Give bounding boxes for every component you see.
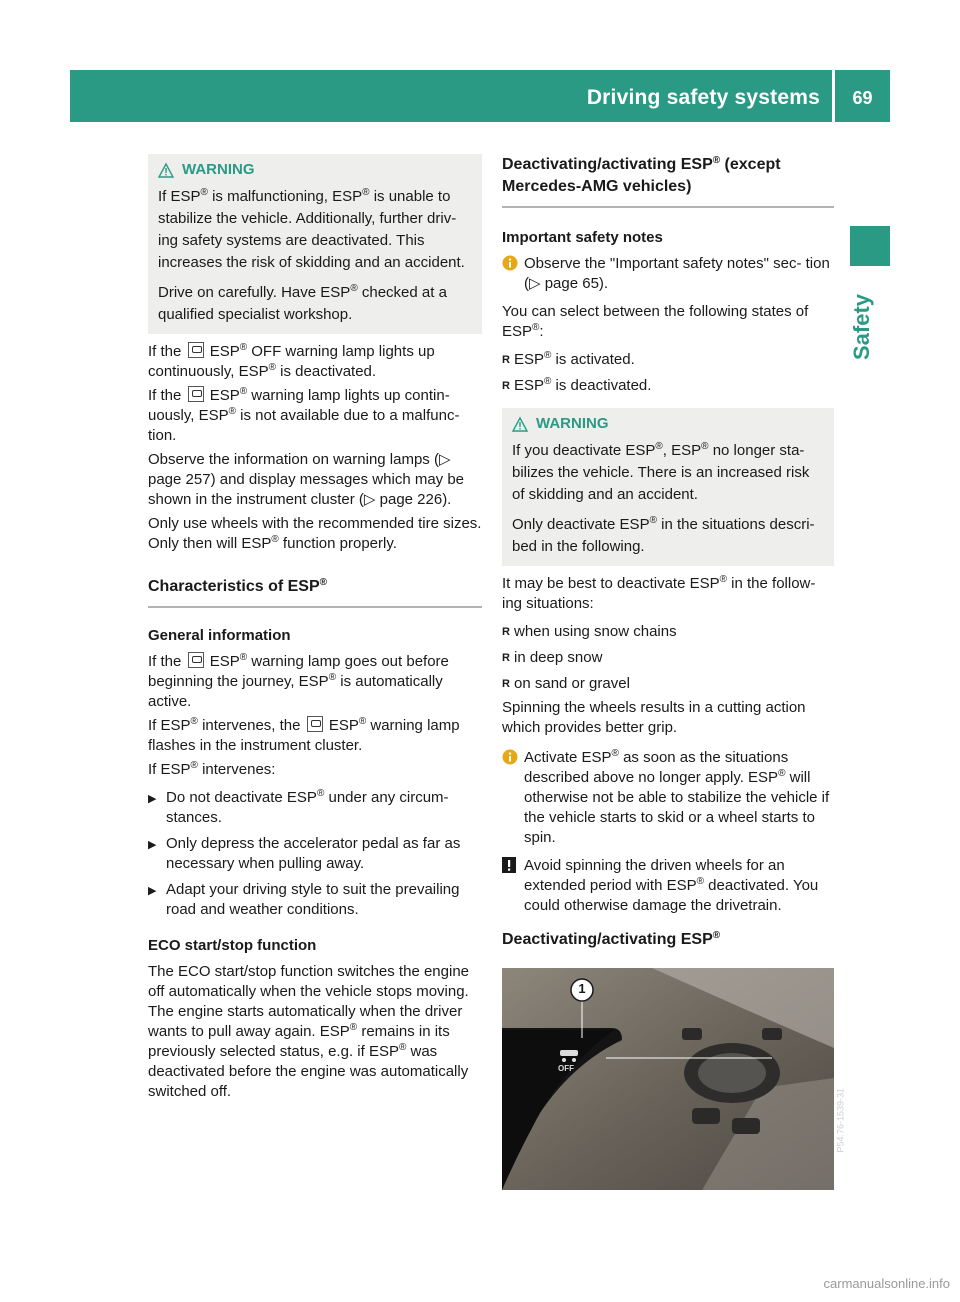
esp-off-lamp-icon bbox=[188, 342, 204, 358]
center-console-illustration bbox=[502, 968, 834, 1190]
bullet-icon: R bbox=[502, 380, 510, 392]
paragraph: Spinning the wheels results in a cutting action which provides better grip. bbox=[502, 699, 806, 736]
warning-triangle-icon bbox=[158, 163, 174, 178]
chapter-title: Driving safety systems bbox=[586, 86, 820, 109]
side-tab-label: Safety bbox=[849, 293, 874, 360]
header-bar bbox=[70, 70, 890, 122]
paragraph: If the ESP® OFF warning lamp lights up continuously, ESP® is deactivated. bbox=[148, 342, 435, 380]
warning-text: If you deactivate ESP®, ESP® no longer sta- bilizes the vehicle. There is an increased risk of skidding and an accident. bbox=[512, 441, 810, 503]
paragraph: Only use wheels with the recommended tire sizes. Only then will ESP® function properly. bbox=[148, 515, 482, 552]
page-number: 69 bbox=[852, 88, 873, 108]
esp-lamp-icon bbox=[188, 386, 204, 402]
esp-lamp-icon bbox=[307, 716, 323, 732]
callout-number: 1 bbox=[578, 981, 586, 996]
paragraph: It may be best to deactivate ESP® in the follow- ing situations: bbox=[502, 574, 816, 612]
warning-text: Only deactivate ESP® in the situations descri- bed in the following. bbox=[512, 515, 815, 555]
bullet-icon: R bbox=[502, 678, 510, 690]
watermark: carmanualsonline.info bbox=[823, 1276, 950, 1291]
paragraph: If ESP® intervenes, the ESP® warning lamp flashes in the instrument cluster. bbox=[148, 716, 460, 754]
instruction-step: ▶ Only depress the accelerator pedal as far as necessary when pulling away. bbox=[148, 835, 461, 872]
bullet-icon: R bbox=[502, 626, 510, 638]
left-column bbox=[148, 154, 482, 1106]
step-arrow-icon: ▶ bbox=[148, 885, 157, 897]
warning-triangle-icon bbox=[512, 417, 528, 432]
subheading: Deactivating/activating ESP® bbox=[502, 930, 721, 948]
instruction-step: ▶ Do not deactivate ESP® under any circum- stances. bbox=[148, 788, 449, 826]
right-column bbox=[502, 154, 846, 1190]
subheading: Important safety notes bbox=[502, 229, 663, 246]
bullet-icon: R bbox=[502, 652, 510, 664]
warning-box-deactivate bbox=[502, 408, 834, 566]
instruction-step: ▶ Adapt your driving style to suit the prevailing road and weather conditions. bbox=[148, 881, 460, 918]
subheading: ECO start/stop function bbox=[148, 937, 317, 954]
list-item: R ESP® is activated. bbox=[502, 350, 635, 368]
exclamation-icon bbox=[502, 856, 524, 916]
warning-text: Drive on carefully. Have ESP® checked at a qualified specialist workshop. bbox=[158, 283, 447, 323]
bullet-icon: R bbox=[502, 354, 510, 366]
info-icon bbox=[502, 748, 524, 848]
side-tab-marker bbox=[850, 226, 890, 266]
paragraph: You can select between the following states of ESP®: bbox=[502, 303, 809, 340]
paragraph: Observe the information on warning lamps (▷ page 257) and display messages which may be shown in the instrument cluster (▷ page 226). bbox=[148, 451, 465, 508]
list-item: R in deep snow bbox=[502, 649, 603, 666]
paragraph: The ECO start/stop function switches the engine off automatically when the vehicle stops moving. The engine starts automatically when the driver wants to pull away again. ESP® remains in its previously selected status, e.g. if ESP® was deactivated before the engine was automatically switched off. bbox=[148, 963, 469, 1100]
paragraph: If the ESP® warning lamp goes out before beginning the journey, ESP® is automatically active. bbox=[148, 652, 449, 710]
warning-heading: WARNING bbox=[158, 160, 472, 180]
image-reference: P54.76-1539-31 bbox=[836, 1088, 846, 1153]
info-note: Activate ESP® as soon as the situations described above no longer apply. ESP® will otherwise not be able to stabilize the vehicle if the vehicle starts to skid or a wheel starts to spin. bbox=[502, 748, 834, 848]
warning-text: If ESP® is malfunctioning, ESP® is unable to stabilize the vehicle. Additionally, further driv- ing safety systems are deactivated. This increases the risk of skidding and an accident. bbox=[158, 187, 465, 271]
paragraph: If ESP® intervenes: bbox=[148, 760, 276, 778]
warning-heading: WARNING bbox=[512, 414, 824, 434]
list-item: R when using snow chains bbox=[502, 623, 677, 640]
paragraph: If the ESP® warning lamp lights up contin- uously, ESP® is not available due to a malfunc- tion. bbox=[148, 386, 460, 444]
info-note: Observe the "Important safety notes" sec- tion (▷ page 65). bbox=[502, 254, 834, 294]
caution-note: Avoid spinning the driven wheels for an extended period with ESP® deactivated. You could otherwise damage the drivetrain. bbox=[502, 856, 834, 916]
section-heading: Characteristics of ESP® bbox=[148, 576, 482, 608]
esp-off-button-label: OFF bbox=[558, 1064, 574, 1073]
step-arrow-icon: ▶ bbox=[148, 839, 157, 851]
list-item: R ESP® is deactivated. bbox=[502, 376, 652, 394]
step-arrow-icon: ▶ bbox=[148, 793, 157, 805]
warning-box-malfunction bbox=[148, 154, 482, 334]
info-icon bbox=[502, 254, 524, 294]
subheading: General information bbox=[148, 627, 291, 644]
esp-lamp-icon bbox=[188, 652, 204, 668]
list-item: R on sand or gravel bbox=[502, 675, 630, 692]
section-heading: Deactivating/activating ESP® (except Mercedes-AMG vehicles) bbox=[502, 154, 834, 208]
console-photo bbox=[502, 968, 846, 1190]
